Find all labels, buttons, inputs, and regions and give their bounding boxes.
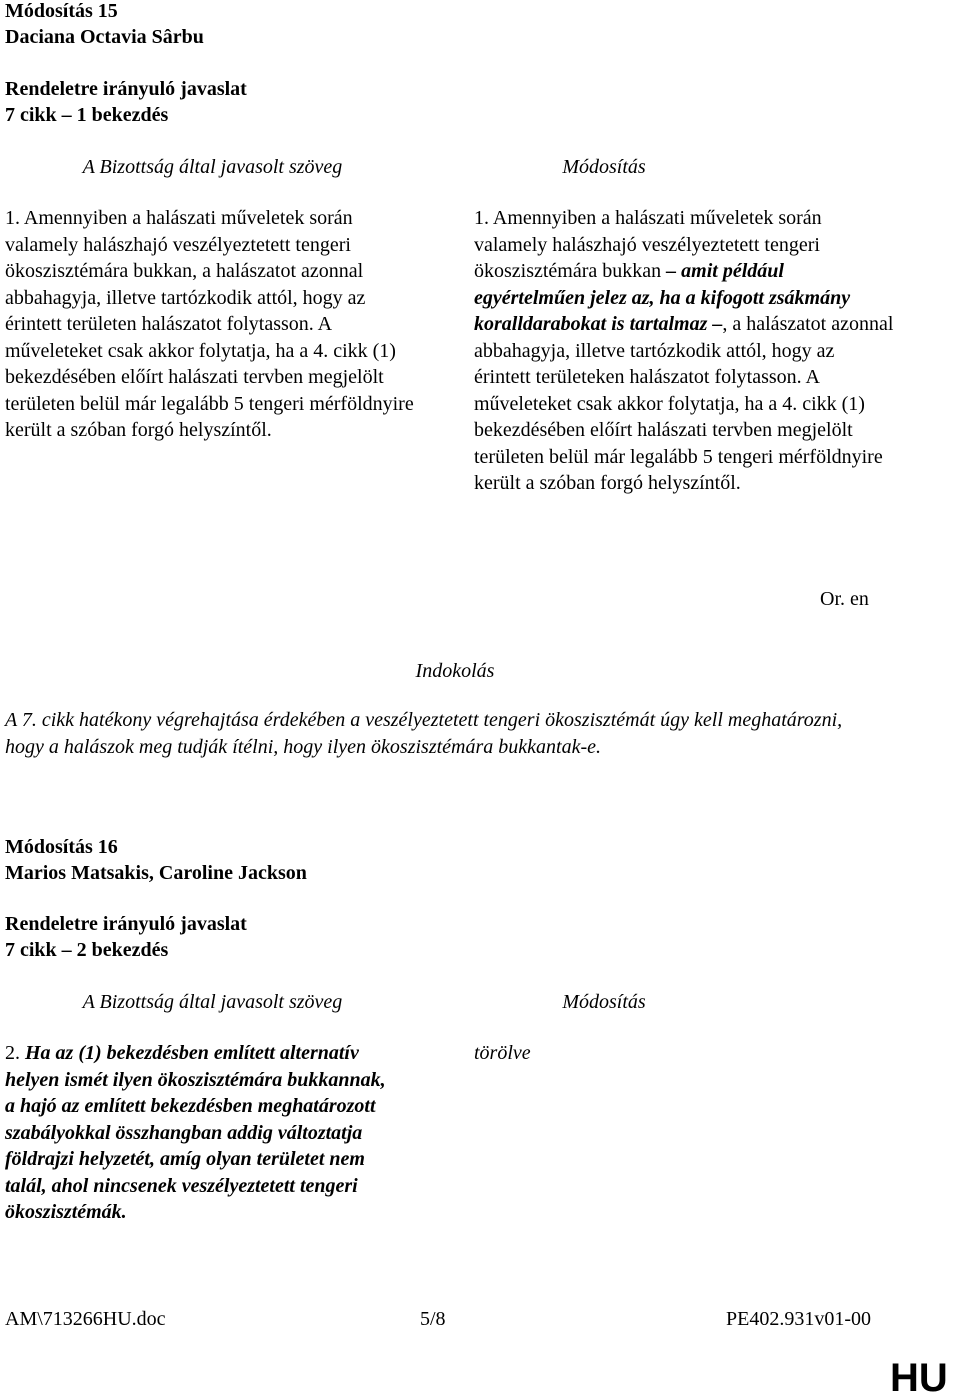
justification-text: A 7. cikk hatékony végrehajtása érdekében a veszélyeztetett tengeri ökoszisztémát úgy kell meghatározni, hogy a halászok meg tudják ítélni, hogy ilyen ökoszisztémára bukkantak-e. <box>5 709 843 758</box>
justification-header: Indokolás <box>415 660 495 682</box>
amendment-16-author: Marios Matsakis, Caroline Jackson <box>5 862 307 884</box>
amendment-15-commission-text: 1. Amennyiben a halászati műveletek során valamely halászhajó veszélyeztetett tengeri ökoszisztémára bukkan, a halászatot azonnal abbahagyja, illetve tartózkodik attól, hogy az érintett területen halászatot folytasson. A műveleteket csak akkor folytatja, ha a 4. cikk (1) bekezdésében előírt halászati tervben megjelölt területen belül már legalább 5 tengeri mérföldnyire került a szóban forgó helyszíntől. <box>5 207 414 441</box>
amendment-15-amendment-header: Módosítás <box>562 156 646 178</box>
amendment-15-amendment-text <box>474 205 894 497</box>
footer-pe-ref: PE402.931v01-00 <box>726 1308 871 1330</box>
amendment-15-inserted-text: – amit például egyértelműen jelez az, ha a kifogott zsákmány koralldarabokat is tartalmaz – <box>474 260 851 335</box>
amendment-16-deleted-text: Ha az (1) bekezdésben említett alternatív helyen ismét ilyen ökoszisztémára bukkannak, a hajó az említett bekezdésben meghatározott szabályokkal összhangban addig változtatja földrajzi helyzetét, amíg olyan területet nem talál, ahol nincsenek veszélyeztetett tengeri ökoszisztémák. <box>5 1042 386 1223</box>
footer-language-code: HU <box>890 1356 948 1400</box>
amendment-15-text-before: 1. Amennyiben a halászati műveletek során valamely halászhajó veszélyeztetett tengeri ökoszisztémára bukkan <box>474 207 822 282</box>
original-language: Or. en <box>820 588 869 610</box>
amendment-16-commission-text <box>5 1040 400 1226</box>
footer-page-number: 5/8 <box>420 1308 446 1330</box>
amendment-16-commission-text-header: A Bizottság által javasolt szöveg <box>82 991 343 1013</box>
amendment-16-number: Módosítás 16 <box>5 836 118 858</box>
amendment-16-paragraph-number: 2. <box>5 1042 25 1064</box>
amendment-15-proposal-type: Rendeletre irányuló javaslat <box>5 78 247 100</box>
amendment-16-amendment-header: Módosítás <box>562 991 646 1013</box>
amendment-15-author: Daciana Octavia Sârbu <box>5 26 204 48</box>
amendment-15-text-after: , a halászatot azonnal abbahagyja, illetve tartózkodik attól, hogy az érintett területeken halászatot folytasson. A műveleteket csak akkor folytatja, ha a 4. cikk (1) bekezdésében előírt halászati tervben megjelölt területen belül már legalább 5 tengeri mérföldnyire került a szóban forgó helyszíntől. <box>474 313 894 494</box>
amendment-15-number: Módosítás 15 <box>5 0 118 22</box>
amendment-15-article-ref: 7 cikk – 1 bekezdés <box>5 104 169 126</box>
footer-doc-ref: AM\713266HU.doc <box>5 1308 166 1330</box>
amendment-16-amendment-text: törölve <box>474 1042 531 1064</box>
amendment-16-proposal-type: Rendeletre irányuló javaslat <box>5 913 247 935</box>
amendment-16-article-ref: 7 cikk – 2 bekezdés <box>5 939 169 961</box>
amendment-15-commission-text-header: A Bizottság által javasolt szöveg <box>82 156 343 178</box>
